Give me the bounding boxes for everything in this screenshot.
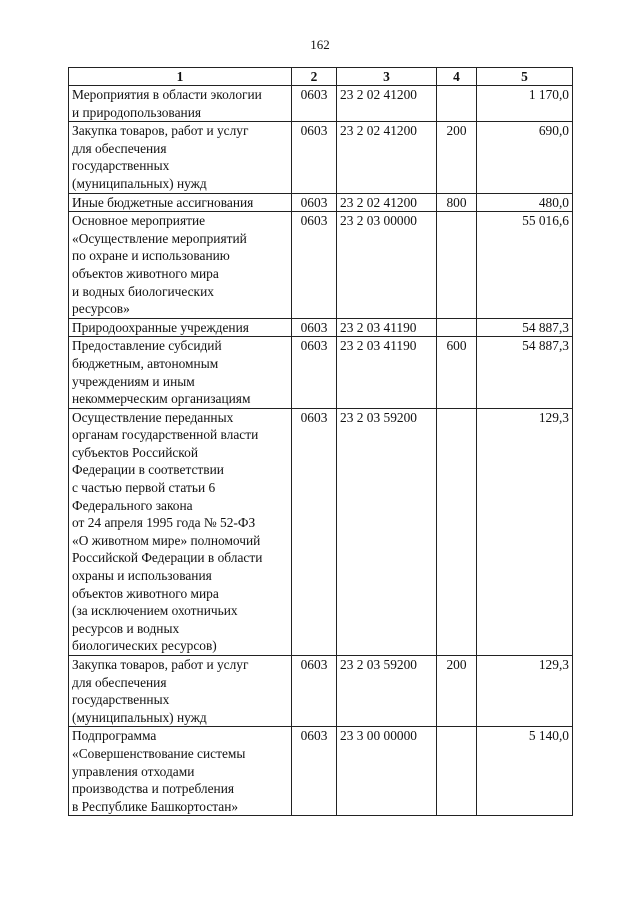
row-amount: 55 016,6: [477, 212, 573, 319]
row-name: Закупка товаров, работ и услуг для обеспечения государственных (муниципальных) нужд: [69, 656, 292, 727]
row-section: 0603: [292, 656, 337, 727]
header-col-1: 1: [69, 68, 292, 86]
row-type: 600: [437, 337, 477, 408]
row-name: Мероприятия в области экологии и природопользования: [69, 86, 292, 122]
table-row: [69, 212, 573, 319]
header-col-4: 4: [437, 68, 477, 86]
row-code: 23 2 02 41200: [337, 86, 437, 122]
table-row: [69, 408, 573, 655]
row-name: Закупка товаров, работ и услуг для обеспечения государственных (муниципальных) нужд: [69, 122, 292, 193]
row-code: 23 2 02 41200: [337, 122, 437, 193]
row-amount: 129,3: [477, 656, 573, 727]
row-name: Иные бюджетные ассигнования: [69, 193, 292, 212]
row-name: Основное мероприятие «Осуществление мероприятий по охране и использованию объектов животного мира и водных биологических ресурсов»: [69, 212, 292, 319]
row-code: 23 3 00 00000: [337, 727, 437, 816]
row-section: 0603: [292, 86, 337, 122]
row-name: Предоставление субсидий бюджетным, автономным учреждениям и иным некоммерческим организациям: [69, 337, 292, 408]
row-type: [437, 318, 477, 337]
row-type: 800: [437, 193, 477, 212]
table-row: [69, 337, 573, 408]
row-name: Осуществление переданных органам государственной власти субъектов Российской Федерации в соответствии с частью первой статьи 6 Федерального закона от 24 апреля 1995 года № 52-ФЗ «О животном мире» полномочий Российской Федерации в области охраны и использования объектов животного мира (за исключением охотничьих ресурсов и водных биологических ресурсов): [69, 408, 292, 655]
row-code: 23 2 03 59200: [337, 408, 437, 655]
row-section: 0603: [292, 408, 337, 655]
row-amount: 54 887,3: [477, 318, 573, 337]
row-type: 200: [437, 122, 477, 193]
row-type: [437, 86, 477, 122]
table-row: [69, 122, 573, 193]
row-code: 23 2 03 00000: [337, 212, 437, 319]
table-row: [69, 318, 573, 337]
row-type: [437, 408, 477, 655]
row-amount: 480,0: [477, 193, 573, 212]
row-section: 0603: [292, 122, 337, 193]
row-amount: 5 140,0: [477, 727, 573, 816]
row-amount: 54 887,3: [477, 337, 573, 408]
budget-table: [68, 67, 573, 816]
table-row: [69, 193, 573, 212]
row-name: Природоохранные учреждения: [69, 318, 292, 337]
table-row: [69, 727, 573, 816]
table-header-row: [69, 68, 573, 86]
row-section: 0603: [292, 727, 337, 816]
page-number: 162: [310, 37, 330, 52]
row-type: [437, 212, 477, 319]
row-type: 200: [437, 656, 477, 727]
row-amount: 129,3: [477, 408, 573, 655]
row-code: 23 2 03 41190: [337, 337, 437, 408]
row-amount: 690,0: [477, 122, 573, 193]
row-section: 0603: [292, 193, 337, 212]
header-col-3: 3: [337, 68, 437, 86]
row-name: Подпрограмма «Совершенствование системы управления отходами производства и потребления в Республике Башкортостан»: [69, 727, 292, 816]
row-code: 23 2 03 41190: [337, 318, 437, 337]
row-code: 23 2 02 41200: [337, 193, 437, 212]
table-row: [69, 86, 573, 122]
row-amount: 1 170,0: [477, 86, 573, 122]
header-col-5: 5: [477, 68, 573, 86]
header-col-2: 2: [292, 68, 337, 86]
row-section: 0603: [292, 337, 337, 408]
row-section: 0603: [292, 212, 337, 319]
row-code: 23 2 03 59200: [337, 656, 437, 727]
row-type: [437, 727, 477, 816]
row-section: 0603: [292, 318, 337, 337]
table-row: [69, 656, 573, 727]
